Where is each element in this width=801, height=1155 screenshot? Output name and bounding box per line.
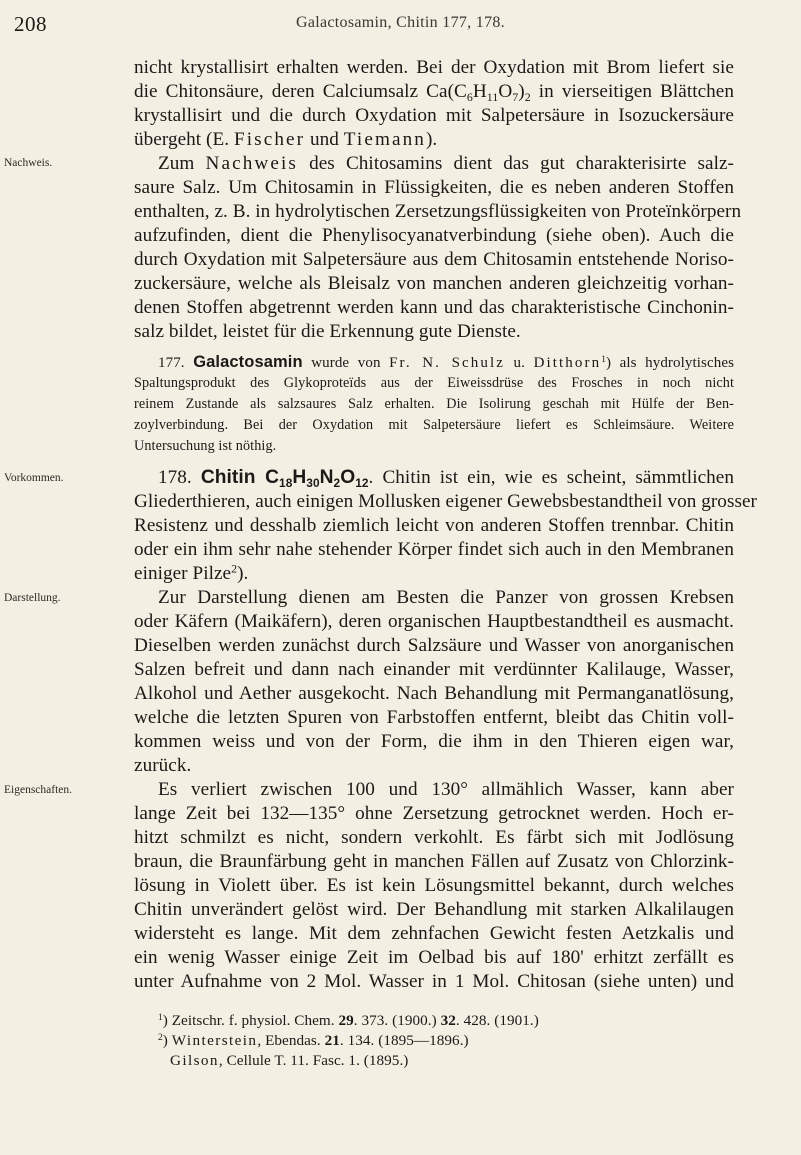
text-line: durch Oxydation mit Salpetersäure aus dem Chitosamin entstehende Noriso-: [134, 249, 734, 270]
text-line: Es verliert zwischen 100 und 130° allmählich Wasser, kann aber: [158, 779, 734, 800]
text-line: Untersuchung ist nöthig.: [134, 438, 277, 454]
text-line: aufzufinden, dient die Phenylisocyanatverbindung (siehe oben). Auch die: [134, 225, 734, 246]
margin-note-nachweis: Nachweis.: [4, 157, 53, 169]
section-178-heading: 178. Chitin $C_{18}H_{30}N_2O_{12}$. Chitin ist ein, wie es scheint, sämmtlichen: [158, 467, 734, 491]
text-line: die Chitonsäure, deren Calciumsalz $Ca(C_6H_{11}O_7)_2$ in vierseitigen Blättchen: [134, 81, 734, 105]
text-line: Zur Darstellung dienen am Besten die Panzer von grossen Krebsen: [158, 587, 734, 608]
running-title: Galactosamin, Chitin 177, 178.: [296, 14, 505, 31]
text-line: nicht krystallisirt erhalten werden. Bei der Oxydation mit Brom liefert sie: [134, 57, 734, 78]
text-line: Spaltungsprodukt des Glykoproteïds aus der Eiweissdrüse des Frosches in noch nicht: [134, 375, 734, 391]
text-line: zoylverbindung. Bei der Oxydation mit Salpetersäure liefert es Schleimsäure. Weitere: [134, 417, 734, 433]
text-line: zuckersäure, welche als Bleisalz von manchen anderen gleichzeitig vorhan-: [134, 273, 734, 294]
text-line: widersteht es lange. Mit dem zehnfachen Gewicht festen Aetzkalis und: [134, 923, 734, 944]
text-line: oder ein ihm sehr nahe stehender Körper findet sich auch in den Membranen: [134, 539, 734, 560]
text-line: zurück.: [134, 755, 192, 776]
text-line: lange Zeit bei 132—135° ohne Zersetzung getrocknet werden. Hoch er-: [134, 803, 734, 824]
text-line: reinem Zustande als salzsaures Salz erhalten. Die Isolirung geschah mit Hülfe der Ben-: [134, 396, 734, 412]
text-line: denen Stoffen abgetrennt werden kann und das charakteristische Cinchonin-: [134, 297, 734, 318]
text-line: oder Käfern (Maikäfern), deren organischen Hauptbestandtheil es ausmacht.: [134, 611, 734, 632]
text-line: saure Salz. Um Chitosamin in Flüssigkeiten, die es neben anderen Stoffen: [134, 177, 734, 198]
page-header: [0, 12, 801, 38]
section-177-heading: 177. Galactosamin wurde von Fr. N. Schulz u. Ditthorn$^1$) als hydrolytisches: [158, 353, 735, 371]
margin-note-vorkommen: Vorkommen.: [4, 472, 64, 484]
text-line: enthalten, z. B. in hydrolytischen Zersetzungsflüssigkeiten von Proteïnkörpern: [134, 201, 742, 222]
text-line: welche die letzten Spuren von Farbstoffen entfernt, bleibt das Chitin voll-: [134, 707, 734, 728]
footnote-2: $^2$) Winterstein, Ebendas. 21. 134. (1895—1896.): [158, 1032, 469, 1049]
text-line: hitzt schmilzt es nicht, sondern verkohlt. Es färbt sich mit Jodlösung: [134, 827, 734, 848]
text-line: Zum Nachweis des Chitosamins dient das gut charakterisirte salz-: [158, 153, 734, 174]
footnote-2-continued: Gilson, Cellule T. 11. Fasc. 1. (1895.): [170, 1052, 409, 1069]
text-line: salz bildet, leistet für die Erkennung gute Dienste.: [134, 321, 521, 342]
footnote-1: $^1$) Zeitschr. f. physiol. Chem. 29. 373. (1900.) 32. 428. (1901.): [158, 1012, 539, 1029]
page-number: 208: [14, 12, 47, 36]
margin-note-darstellung: Darstellung.: [4, 592, 61, 604]
text-line: Chitin unverändert gelöst wird. Der Behandlung mit starken Alkalilaugen: [134, 899, 734, 920]
text-line: übergeht (E. Fischer und Tiemann).: [134, 129, 438, 150]
text-line: ein wenig Wasser einige Zeit im Oelbad bis auf 180' erhitzt zerfällt es: [134, 947, 734, 968]
text-line: kommen weiss und von der Form, die ihm in den Thieren eigen war,: [134, 731, 734, 752]
text-line: einiger Pilze$^2$).: [134, 561, 249, 584]
text-line: Dieselben werden zunächst durch Salzsäure und Wasser von anorganischen: [134, 635, 734, 656]
text-line: krystallisirt und die durch Oxydation mit Salpetersäure in Isozuckersäure: [134, 105, 734, 126]
text-line: Salzen befreit und dann nach einander mit verdünnter Kalilauge, Wasser,: [134, 659, 734, 680]
text-line: lösung in Violett über. Es ist kein Lösungsmittel bekannt, durch welches: [134, 875, 734, 896]
text-line: unter Aufnahme von 2 Mol. Wasser in 1 Mol. Chitosan (siehe unten) und: [134, 971, 734, 992]
text-line: Resistenz und desshalb ziemlich leicht von anderen Stoffen trennbar. Chitin: [134, 515, 734, 536]
text-line: braun, die Braunfärbung geht in manchen Fällen auf Zusatz von Chlorzink-: [134, 851, 734, 872]
text-line: Gliederthieren, auch einigen Mollusken eigener Gewebsbestandtheil von grosser: [134, 491, 757, 512]
margin-note-eigenschaften: Eigenschaften.: [4, 784, 73, 796]
text-line: Alkohol und Aether ausgekocht. Nach Behandlung mit Permanganatlösung,: [134, 683, 734, 704]
